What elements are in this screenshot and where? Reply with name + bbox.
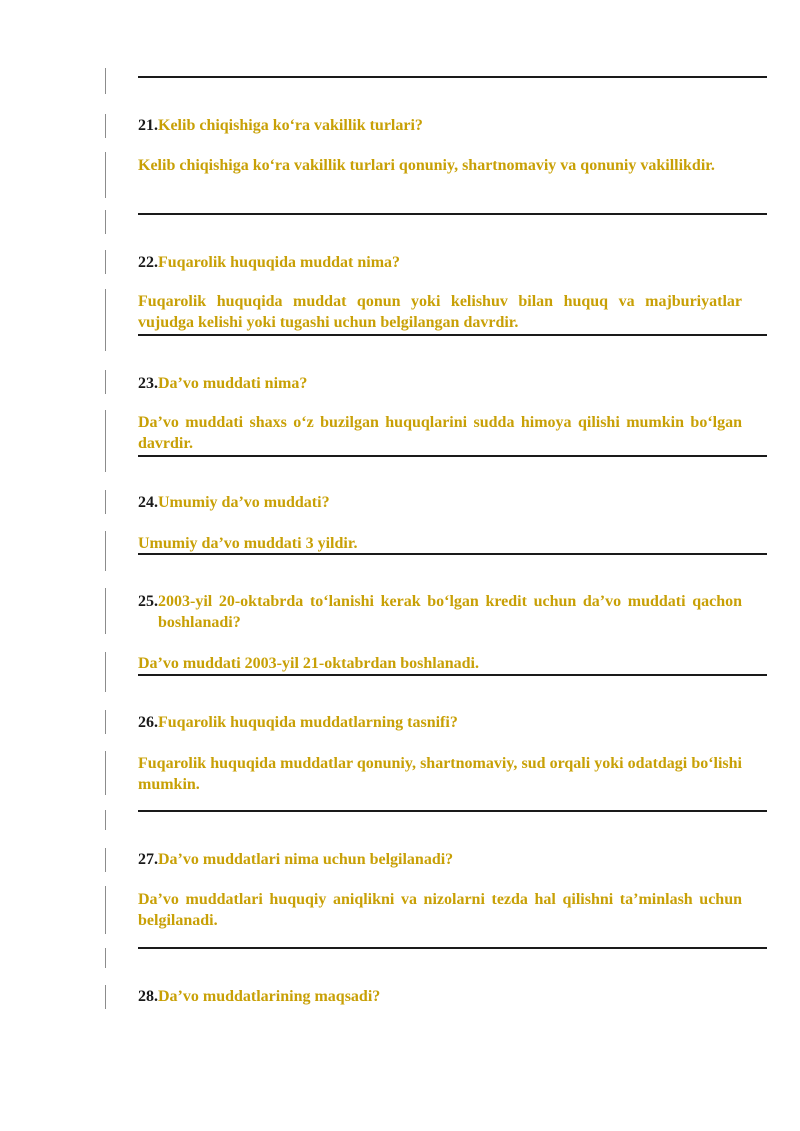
- margin-bar: [105, 210, 106, 234]
- divider: [138, 213, 767, 215]
- question-number: 26.: [138, 714, 158, 731]
- answer-21: Kelib chiqishiga ko‘ra vakillik turlari qonuniy, shartnomaviy va qonuniy vakillikdir.: [138, 157, 715, 174]
- margin-bar: [105, 848, 106, 872]
- margin-bar: [105, 490, 106, 514]
- question-text: Fuqarolik huquqida muddat nima?: [158, 254, 401, 271]
- question-text: 2003-yil 20-oktabrda to‘lanishi kerak bo‘lgan kredit uchun da’vo muddati qachon boshlanadi?: [158, 593, 742, 631]
- answer-25: Da’vo muddati 2003-yil 21-oktabrdan boshlanadi.: [138, 655, 479, 672]
- margin-bar: [105, 886, 106, 934]
- margin-bar: [105, 710, 106, 734]
- margin-bar: [105, 410, 106, 472]
- question-23: [138, 373, 742, 394]
- margin-bar: [105, 948, 106, 968]
- question-27: [138, 849, 742, 870]
- divider: [138, 76, 767, 78]
- question-text: Da’vo muddatlarining maqsadi?: [158, 988, 381, 1005]
- margin-bar: [105, 588, 106, 634]
- question-number: 25.: [138, 593, 158, 610]
- margin-bar: [105, 652, 106, 692]
- margin-bar: [105, 531, 106, 571]
- margin-bar: [105, 985, 106, 1009]
- question-number: 28.: [138, 988, 158, 1005]
- margin-bar: [105, 152, 106, 198]
- question-number: 22.: [138, 254, 158, 271]
- question-24: [138, 492, 742, 513]
- question-22: [138, 252, 742, 273]
- question-text: Kelib chiqishiga ko‘ra vakillik turlari?: [158, 117, 423, 134]
- question-21: [138, 115, 742, 136]
- answer-22: Fuqarolik huquqida muddat qonun yoki kelishuv bilan huquq va majburiyatlar vujudga kelishi yoki tugashi uchun belgilangan davrdir.: [138, 293, 742, 331]
- answer-27: Da’vo muddatlari huquqiy aniqlikni va nizolarni tezda hal qilishni ta’minlash uchun belgilanadi.: [138, 891, 742, 929]
- margin-bar: [105, 370, 106, 394]
- divider: [138, 674, 767, 676]
- question-text: Umumiy da’vo muddati?: [158, 494, 330, 511]
- question-25: [138, 591, 742, 633]
- divider: [138, 947, 767, 949]
- divider: [138, 810, 767, 812]
- answer-24: Umumiy da’vo muddati 3 yildir.: [138, 535, 358, 552]
- question-text: Da’vo muddati nima?: [158, 375, 308, 392]
- question-26: [138, 712, 742, 733]
- question-number: 21.: [138, 117, 158, 134]
- divider: [138, 334, 767, 336]
- question-number: 27.: [138, 851, 158, 868]
- answer-26: Fuqarolik huquqida muddatlar qonuniy, shartnomaviy, sud orqali yoki odatdagi bo‘lishi mumkin.: [138, 755, 742, 793]
- question-28: [138, 986, 742, 1007]
- margin-bar: [105, 68, 106, 94]
- margin-bar: [105, 810, 106, 830]
- margin-bar: [105, 250, 106, 274]
- divider: [138, 455, 767, 457]
- margin-bar: [105, 751, 106, 795]
- margin-bar: [105, 289, 106, 351]
- question-text: Da’vo muddatlari nima uchun belgilanadi?: [158, 851, 454, 868]
- question-number: 24.: [138, 494, 158, 511]
- answer-23: Da’vo muddati shaxs o‘z buzilgan huquqlarini sudda himoya qilishi mumkin bo‘lgan davrdir.: [138, 414, 742, 452]
- question-text: Fuqarolik huquqida muddatlarning tasnifi?: [158, 714, 458, 731]
- question-number: 23.: [138, 375, 158, 392]
- margin-bar: [105, 114, 106, 138]
